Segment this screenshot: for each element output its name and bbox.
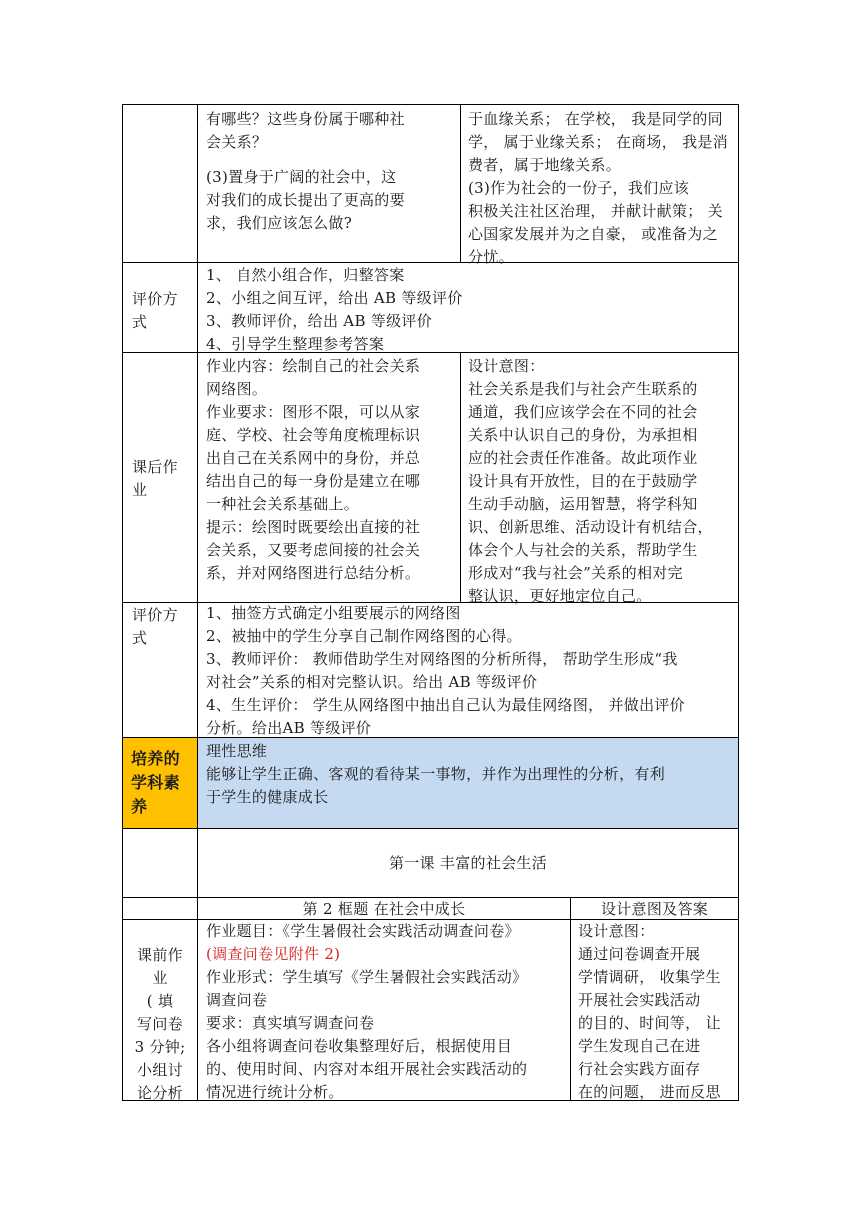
question-text: 有哪些？这些身份属于哪种社 会关系？ (3)置身于广阔的社会中，这 对我们的成长提出了更高的要 求，我们应该怎么做? (206, 110, 405, 232)
literacy-content: 理性思维 能够让学生正确、客观的看待某一事物，并作为出理性的分析，有利 于学生的健康成长 (206, 742, 666, 806)
section2-header-left: 第 2 框题 在社会中成长 (302, 900, 466, 918)
homework-design: 设计意图： 社会关系是我们与社会产生联系的 通道，我们应该学会在不同的社会 关系中认识自己的身份，为承担相 应的社会责任作准备。故此项作业 设计具有开放性，目的在于鼓励学 生动手动脑，运用智慧，将学科知 识、创新思维、活动设计有机结合， 体会个人与社会的关系，帮助学生 形成对“我与社会”关系的相对完 整认识，更好地定位自己。 (468, 357, 713, 605)
eval1-items: 1、 自然小组合作，归整答案 2、小组之间互评，给出 AB 等级评价 3、教师评价，给出 AB 等级评价 4、引导学生整理参考答案 (206, 266, 463, 353)
section2-content: 作业题目：《学生暑假社会实践活动调查问卷》 (调查问卷见附件 2) 作业形式：学生填写《学生暑假社会实践活动》 调查问卷 要求：真实填写调查问卷 各小组将调查问卷收集整理好后，根据使用目 的、使用时间、内容对本组开展社会实践活动的 情况进行统计分析。 (206, 922, 528, 1101)
answer-text: 于血缘关系； 在学校， 我是同学的同 学， 属于业缘关系； 在商场， 我是消 费者，属于地缘关系。 (3)作为社会的一份子，我们应该 积极关注社区治理， 并献计献策； 关 心国家发展并为之自豪， 或准备为之 分忧。 (468, 110, 729, 266)
eval1-label: 评价方 式 (132, 290, 178, 331)
eval2-items: 1、抽签方式确定小组要展示的网络图 2、被抽中的学生分享自己制作网络图的心得。 3、教师评价： 教师借助学生对网络图的分析所得， 帮助学生形成“我 对社会”关系的相对完整认识。给出 AB 等级评价 4、生生评价： 学生从网络图中抽出自己认为最佳网络图， 并做出评价 分析。给出AB 等级评价 (206, 604, 685, 737)
literacy-label: 培养的 学科素 养 (131, 749, 180, 816)
homework-content: 作业内容：绘制自己的社会关系 网络图。 作业要求：图形不限，可以从家 庭、学校、社会等角度梳理标识 出自己在关系网中的身份，并总 结出自己的每一身份是建立在哪 一种社会关系基础上。 提示：绘图时既要绘出直接的社 会关系，又要考虑间接的社会关 系，并对网络图进行总结分析。 (206, 357, 421, 582)
lesson-title: 第一课 丰富的社会生活 (388, 854, 548, 872)
homework-label: 课后作 业 (132, 458, 178, 499)
section2-header-right: 设计意图及答案 (600, 900, 709, 918)
eval2-label: 评价方 式 (132, 606, 178, 647)
section2-design: 设计意图： 通过问卷调查开展 学情调研， 收集学生 开展社会实践活动 的目的、时间等， 让 学生发现自己在进 行社会实践方面存 在的问题， 进而反思 (578, 922, 721, 1101)
section2-label: 课前作 业 ( 填 写问卷 3 分钟; 小组讨 论分析 (134, 946, 186, 1102)
